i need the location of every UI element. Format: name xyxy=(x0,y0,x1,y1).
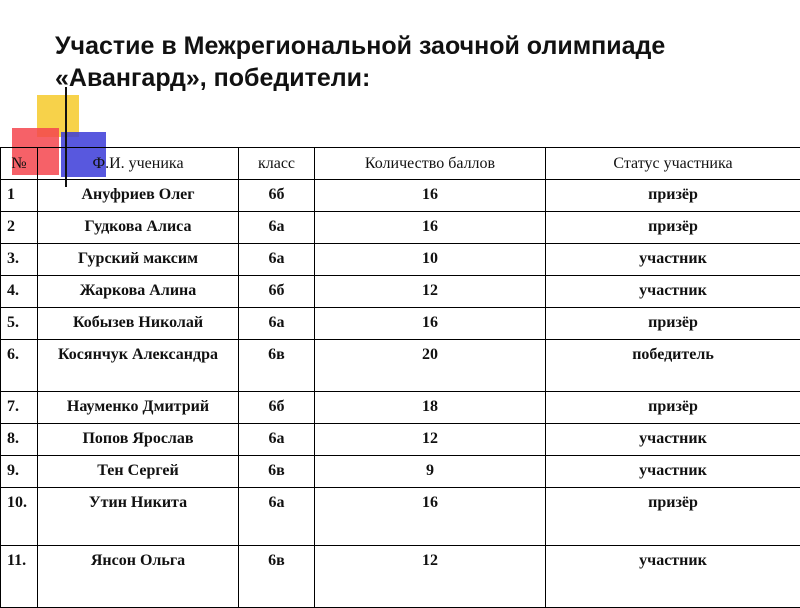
header-class: класс xyxy=(239,148,315,180)
cell-name: Науменко Дмитрий xyxy=(38,392,239,424)
cell-score: 18 xyxy=(315,392,546,424)
table-row xyxy=(1,180,800,212)
table-header-row xyxy=(1,148,800,180)
cell-class: 6в xyxy=(239,456,315,488)
cell-score: 16 xyxy=(315,308,546,340)
table-row xyxy=(1,212,800,244)
cell-name: Жаркова Алина xyxy=(38,276,239,308)
cell-status: призёр xyxy=(546,212,800,244)
cell-status: участник xyxy=(546,546,800,608)
cell-status: участник xyxy=(546,244,800,276)
cell-score: 16 xyxy=(315,212,546,244)
cell-status: призёр xyxy=(546,392,800,424)
cell-name: Кобызев Николай xyxy=(38,308,239,340)
cell-class: 6а xyxy=(239,308,315,340)
cell-class: 6а xyxy=(239,212,315,244)
cell-class: 6б xyxy=(239,180,315,212)
table-row xyxy=(1,244,800,276)
cell-status: призёр xyxy=(546,308,800,340)
results-table xyxy=(0,147,800,608)
table-row xyxy=(1,424,800,456)
cell-score: 9 xyxy=(315,456,546,488)
cell-class: 6а xyxy=(239,424,315,456)
cell-status: участник xyxy=(546,456,800,488)
table-row xyxy=(1,276,800,308)
cell-num: 9. xyxy=(1,456,38,488)
table-row xyxy=(1,488,800,546)
cell-class: 6б xyxy=(239,276,315,308)
title-line-2: «Авангард», победители: xyxy=(55,62,795,94)
cell-score: 16 xyxy=(315,180,546,212)
cell-name: Косянчук Александра xyxy=(38,340,239,392)
table-row xyxy=(1,546,800,608)
cell-num: 4. xyxy=(1,276,38,308)
page-title xyxy=(55,30,795,94)
cell-status: призёр xyxy=(546,488,800,546)
cell-num: 10. xyxy=(1,488,38,546)
cell-name: Гудкова Алиса xyxy=(38,212,239,244)
cell-class: 6б xyxy=(239,392,315,424)
cell-score: 20 xyxy=(315,340,546,392)
header-status: Статус участника xyxy=(546,148,800,180)
cell-name: Попов Ярослав xyxy=(38,424,239,456)
cell-name: Гурский максим xyxy=(38,244,239,276)
cell-num: 8. xyxy=(1,424,38,456)
cell-status: победитель xyxy=(546,340,800,392)
cell-num: 5. xyxy=(1,308,38,340)
cell-num: 11. xyxy=(1,546,38,608)
table-row xyxy=(1,392,800,424)
cell-name: Утин Никита xyxy=(38,488,239,546)
table-row xyxy=(1,456,800,488)
header-num: № xyxy=(1,148,38,180)
cell-num: 3. xyxy=(1,244,38,276)
cell-class: 6в xyxy=(239,546,315,608)
cell-score: 12 xyxy=(315,276,546,308)
cell-status: участник xyxy=(546,276,800,308)
cell-num: 6. xyxy=(1,340,38,392)
cell-status: призёр xyxy=(546,180,800,212)
table-row xyxy=(1,308,800,340)
cell-class: 6в xyxy=(239,340,315,392)
cell-name: Янсон Ольга xyxy=(38,546,239,608)
cell-name: Ануфриев Олег xyxy=(38,180,239,212)
cell-score: 16 xyxy=(315,488,546,546)
cell-num: 1 xyxy=(1,180,38,212)
header-score: Количество баллов xyxy=(315,148,546,180)
cell-num: 7. xyxy=(1,392,38,424)
cell-score: 10 xyxy=(315,244,546,276)
cell-score: 12 xyxy=(315,546,546,608)
cell-class: 6а xyxy=(239,488,315,546)
cell-class: 6а xyxy=(239,244,315,276)
cell-name: Тен Сергей xyxy=(38,456,239,488)
cell-num: 2 xyxy=(1,212,38,244)
title-line-1: Участие в Межрегиональной заочной олимпиаде xyxy=(55,30,795,62)
cell-status: участник xyxy=(546,424,800,456)
table-row xyxy=(1,340,800,392)
cell-score: 12 xyxy=(315,424,546,456)
header-name: Ф.И. ученика xyxy=(38,148,239,180)
